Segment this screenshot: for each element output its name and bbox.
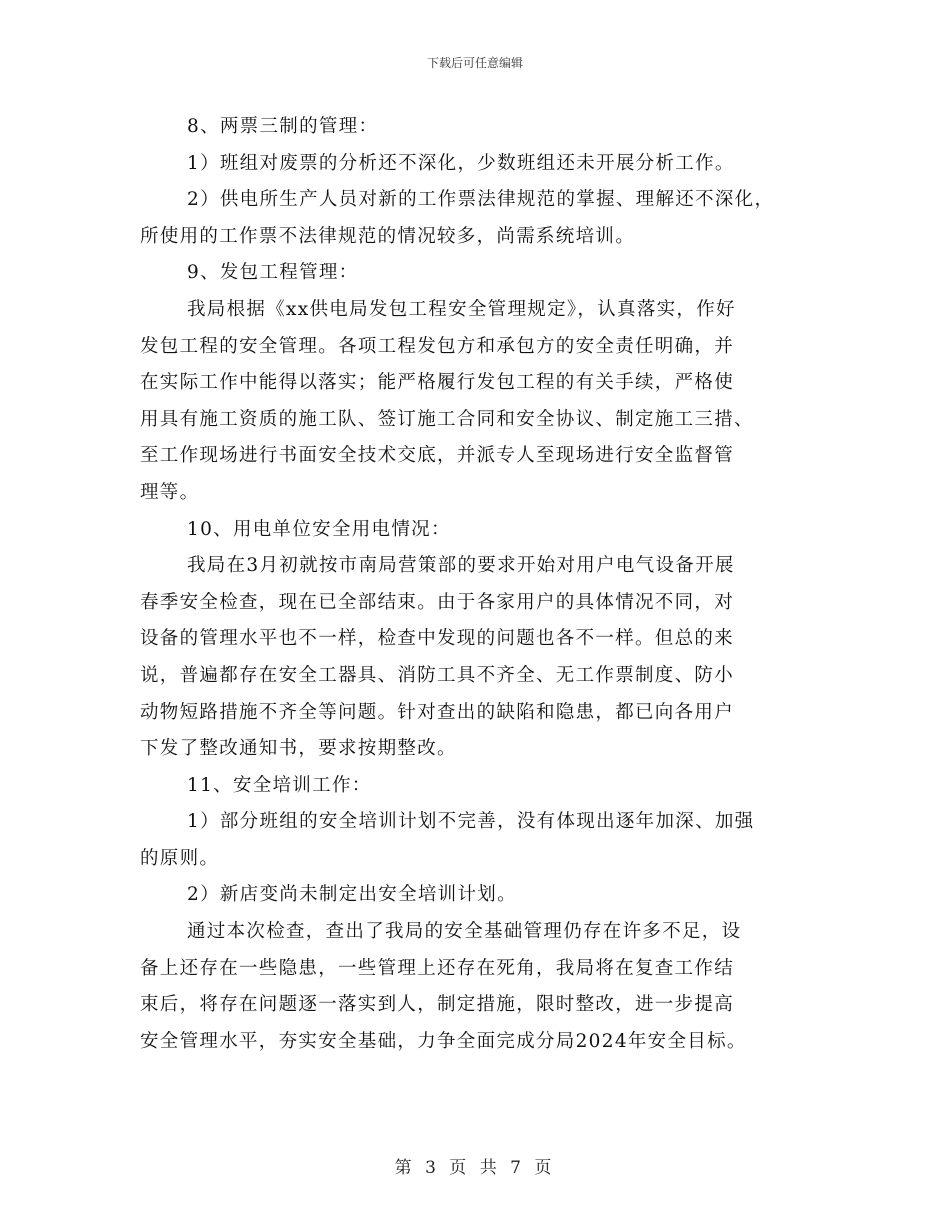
- paragraph-body-10: [140, 548, 820, 768]
- paragraph-item-8-1: [140, 146, 820, 183]
- text-line: 1）班组对废票的分析还不深化，少数班组还未开展分析工作。: [187, 152, 735, 174]
- paragraph-heading-11: [140, 768, 820, 805]
- text-line: 通过本次检查，查出了我局的安全基础管理仍存在许多不足，设: [187, 921, 742, 943]
- text-line: 备上还存在一些隐患，一些管理上还存在死角，我局将在复查工作结: [140, 957, 735, 979]
- paragraph-heading-9: [140, 255, 820, 292]
- text-line: 至工作现场进行书面安全技术交底，并派专人至现场进行安全监督管: [140, 445, 735, 467]
- text-line: 我局在3月初就按市南局营策部的要求开始对用户电气设备开展: [187, 555, 735, 577]
- text-line: 安全管理水平，夯实安全基础，力争全面完成分局2024年安全目标。: [140, 1030, 747, 1052]
- text-line: 10、用电单位安全用电情况：: [187, 518, 451, 540]
- paragraph-item-8-2: [140, 182, 820, 255]
- text-line: 我局根据《xx供电局发包工程安全管理规定》，认真落实，作好: [187, 298, 736, 320]
- text-line: 2）供电所生产人员对新的工作票法律规范的掌握、理解还不深化，: [187, 189, 775, 211]
- paragraph-heading-8: [140, 109, 820, 146]
- text-line: 8、两票三制的管理：: [187, 116, 379, 137]
- page-header: 下载后可任意编辑: [426, 56, 523, 70]
- page-footer: 第 3 页 共 7 页: [394, 1158, 556, 1178]
- text-line: 说，普遍都存在安全工器具、消防工具不齐全、无工作票制度、防小: [140, 664, 735, 686]
- text-line: 下发了整改通知书，要求按期整改。: [140, 738, 457, 760]
- text-line: 设备的管理水平也不一样，检查中发现的问题也各不一样。但总的来: [140, 628, 735, 650]
- text-line: 春季安全检查，现在已全部结束。由于各家用户的具体情况不同，对: [140, 591, 735, 613]
- text-line: 发包工程的安全管理。各项工程发包方和承包方的安全责任明确，并: [140, 335, 735, 357]
- text-line: 2）新店变尚未制定出安全培训计划。: [187, 884, 517, 906]
- text-line: 的原则。: [140, 847, 220, 869]
- paragraph-item-11-2: [140, 877, 820, 914]
- text-line: 动物短路措施不齐全等问题。针对查出的缺陷和隐患，都已向各用户: [140, 701, 735, 723]
- paragraph-conclusion: [140, 914, 820, 1060]
- text-line: 在实际工作中能得以落实；能严格履行发包工程的有关手续，严格使: [140, 372, 735, 394]
- text-line: 所使用的工作票不法律规范的情况较多，尚需系统培训。: [140, 225, 636, 247]
- document-body: [140, 109, 820, 1060]
- text-line: 11、安全培训工作：: [187, 774, 372, 796]
- text-line: 9、发包工程管理：: [187, 262, 359, 284]
- paragraph-heading-10: [140, 512, 820, 549]
- text-line: 理等。: [140, 481, 200, 503]
- paragraph-item-11-1: [140, 804, 820, 877]
- text-line: 束后，将存在问题逐一落实到人，制定措施，限时整改，进一步提高: [140, 994, 735, 1016]
- text-line: 用具有施工资质的施工队、签订施工合同和安全协议、制定施工三措、: [140, 408, 754, 430]
- text-line: 1）部分班组的安全培训计划不完善，没有体现出逐年加深、加强: [187, 811, 755, 833]
- paragraph-body-9: [140, 292, 820, 512]
